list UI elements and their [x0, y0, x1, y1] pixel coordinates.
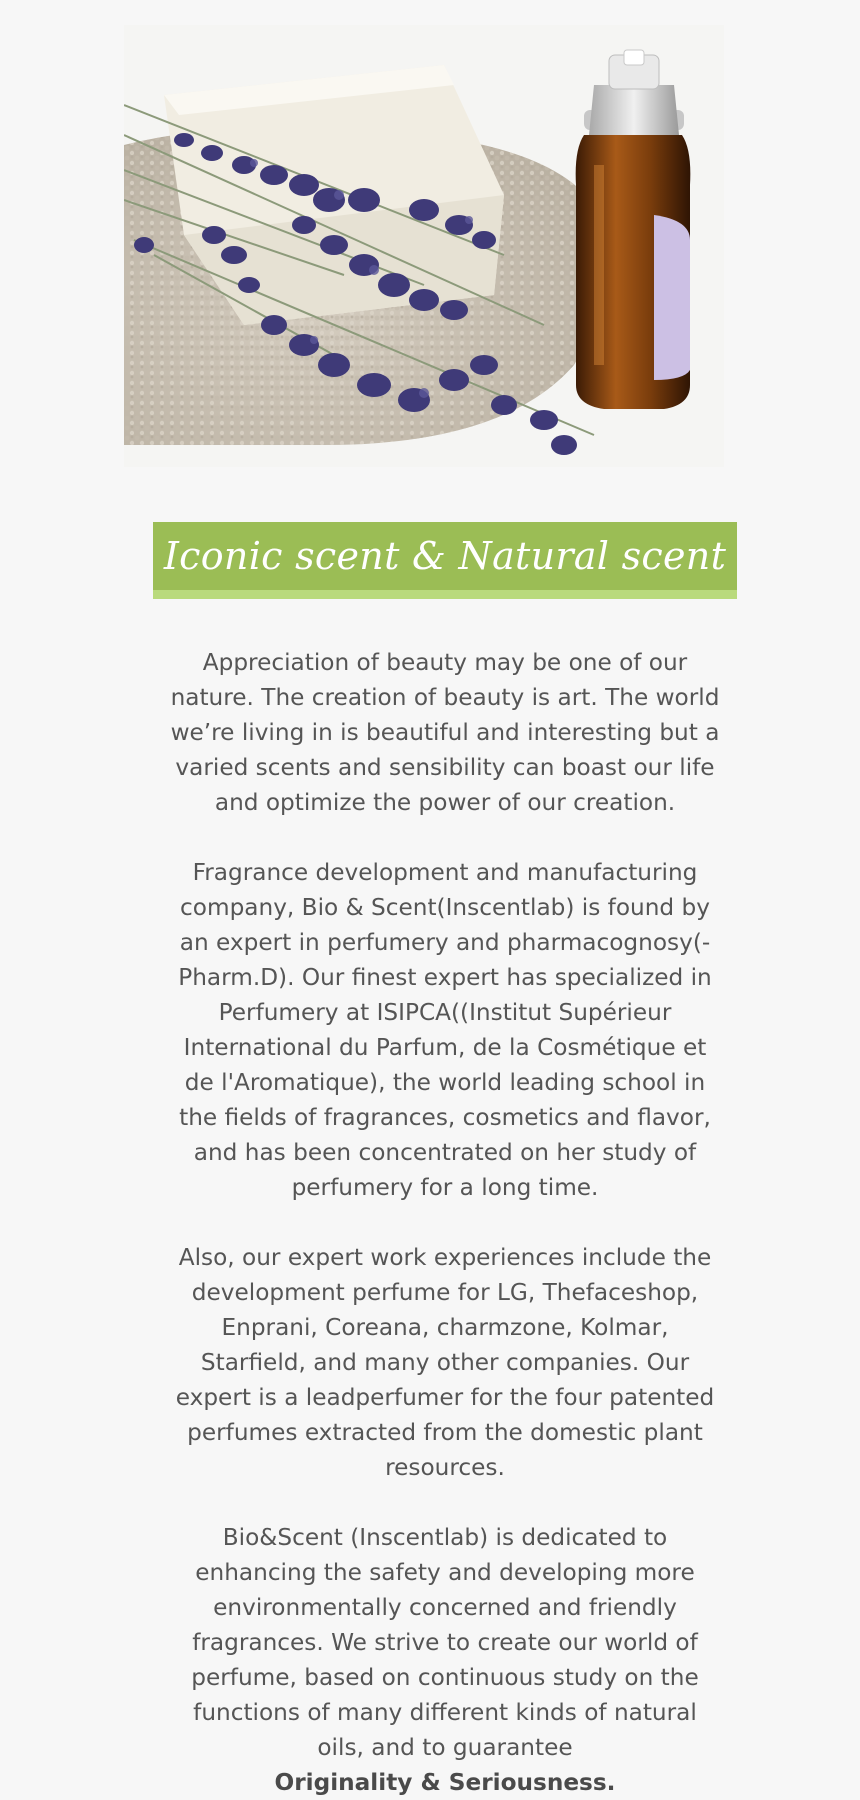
- mission-paragraph: [170, 1520, 720, 1800]
- founder-paragraph: Fragrance development and manufacturing company, Bio & Scent(Inscentlab) is found by an expert in perfumery and pharmacognosy(-Pharm.D). Our finest expert has specialized in Perfumery at ISIPCA((Institut Supérieur International du Parfum, de la Cosmétique et de l'Aromatique), the world leading school in the fields of fragrances, cosmetics and flavor, and has been concentrated on her study of perfumery for a long time.: [178, 859, 712, 1201]
- section-banner: [153, 522, 737, 599]
- about-text: [170, 645, 720, 1800]
- experience-paragraph: Also, our expert work experiences include the development perfume for LG, Thefaceshop, Enprani, Coreana, charmzone, Kolmar, Starfield, and many other companies. Our expert is a leadperfumer for the four patented perfumes extracted from the domestic plant resources.: [175, 1244, 715, 1481]
- mission-text: Bio&Scent (Inscentlab) is dedicated to enhancing the safety and developing more environmentally concerned and friendly fragrances. We strive to create our world of perfume, based on continuous study on the functions of many different kinds of natural oils, and to guarantee: [191, 1524, 699, 1761]
- essential-oil-bottle: [576, 50, 691, 409]
- hero-image: [124, 25, 724, 467]
- section-title: Iconic scent & Natural scent: [163, 534, 727, 578]
- intro-paragraph: Appreciation of beauty may be one of our nature. The creation of beauty is art. The world we’re living in is beautiful and interesting but a varied scents and sensibility can boast our life and optimize the power of our creation.: [170, 649, 720, 816]
- lavender-oil-illustration: [124, 25, 724, 467]
- closing-statement: Originality & Seriousness.: [274, 1769, 616, 1796]
